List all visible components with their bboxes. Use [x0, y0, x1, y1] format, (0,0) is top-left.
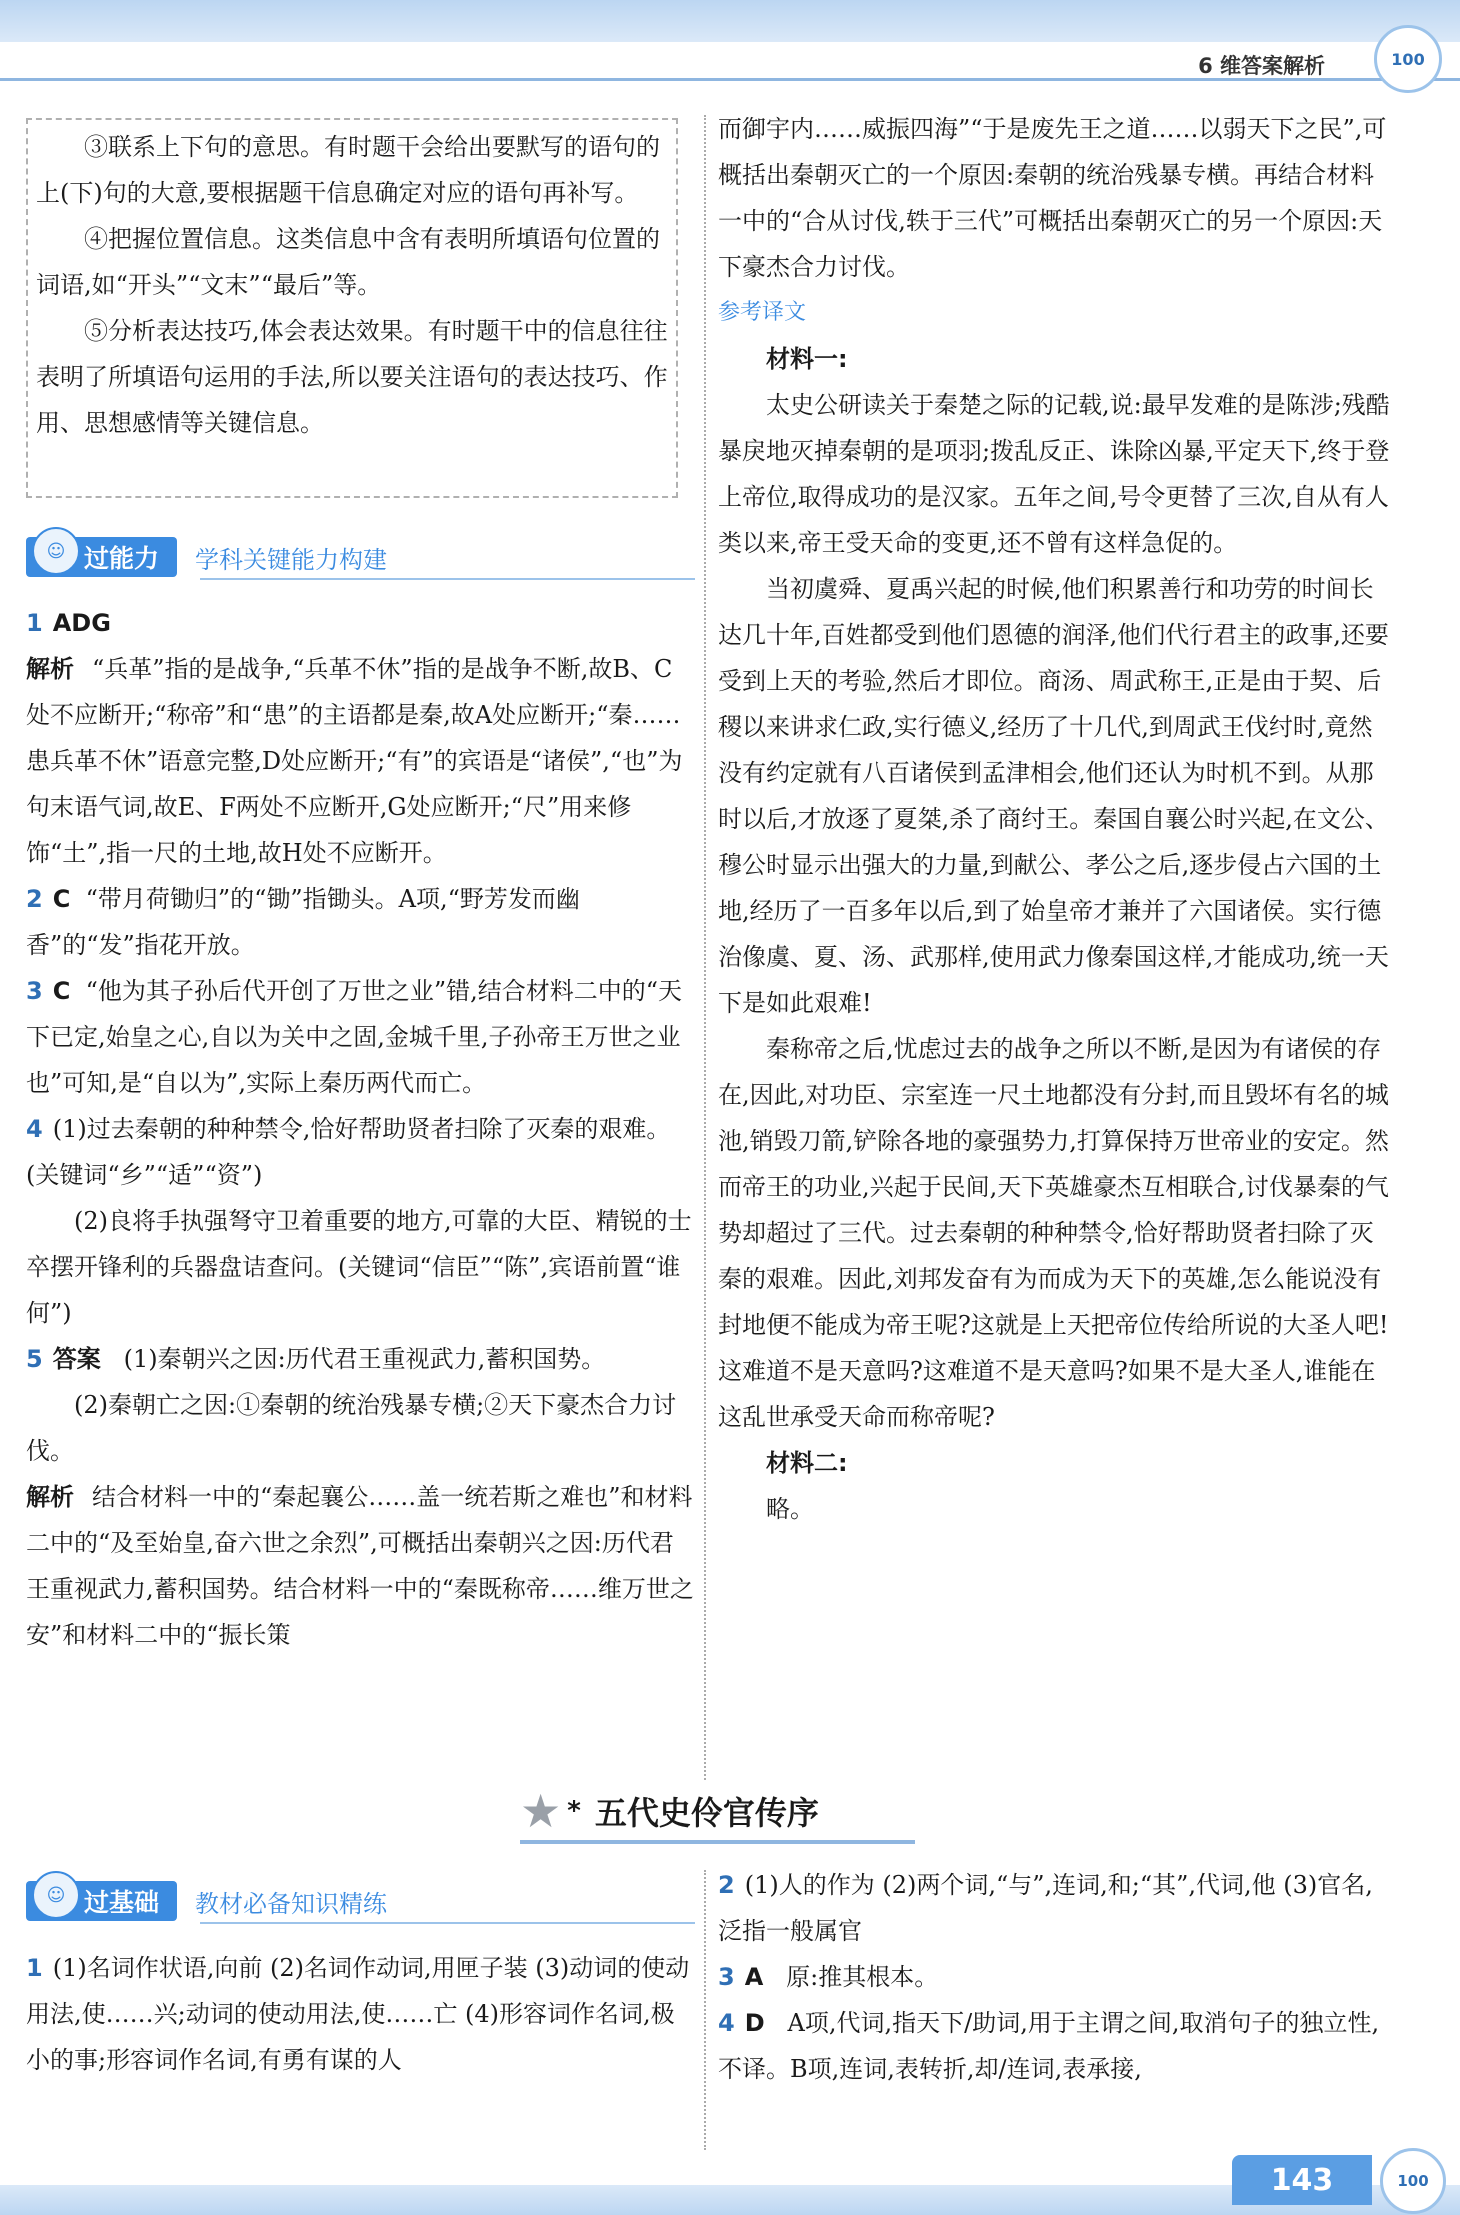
mascot-icon: ☺	[32, 527, 80, 575]
basics-answer-2: 2 (1)人的作为 (2)两个词,“与”,连词,和;“其”,代词,他 (3)官名,泛指一般属官	[718, 1871, 1373, 1945]
section-tag: 过能力	[84, 544, 160, 573]
page-number: 143	[1232, 2155, 1372, 2205]
material-2-text: 略。	[766, 1495, 814, 1523]
material-1-paragraph: 秦称帝之后,忧虑过去的战争之所以不断,是因为有诸侯的存在,因此,对功臣、宗室连一尺土地都没有分封,而且毁坏有名的城池,销毁刀箭,铲除各地的豪强势力,打算保持万世帝业的安定。然而帝王的功业,兴起于民间,天下英雄豪杰互相联合,讨伐暴秦的气势却超过了三代。过去秦朝的种种禁令,恰好帮助贤者扫除了灭秦的艰难。因此,刘邦发奋有为而成为天下的英雄,怎么能说没有封地便不能成为帝王呢?这就是上天把帝位传给所说的大圣人吧!这难道不是天意吗?这难道不是天意吗?如果不是大圣人,谁能在这乱世承受天命而称帝呢?	[718, 1035, 1389, 1431]
answer-4: 4 (1)过去秦朝的种种禁令,恰好帮助贤者扫除了灭秦的艰难。(关键词“乡”“适”“资”)	[26, 1115, 671, 1189]
material-1-paragraph: 太史公研读关于秦楚之际的记载,说:最早发难的是陈涉;残酷暴戾地灭掉秦朝的是项羽;拨乱反正、诛除凶暴,平定天下,终于登上帝位,取得成功的是汉家。五年之间,号令更替了三次,自从有人类以来,帝王受天命的变更,还不曾有这样急促的。	[718, 391, 1390, 557]
material-1-label: 材料一:	[766, 345, 848, 373]
analysis-1: 解析 “兵革”指的是战争,“兵革不休”指的是战争不断,故B、C处不应断开;“称帝”和“患”的主语都是秦,故A处应断开;“秦……患兵革不休”语意完整,D处应断开;“有”的宾语是“诸侯”,“也”为句末语气词,故E、F两处不应断开,G处应断开;“尺”用来修饰“土”,指一尺的土地,故H处不应断开。	[26, 655, 683, 867]
column-divider	[704, 1870, 706, 2150]
page-header: 6 维答案解析	[1198, 54, 1325, 78]
material-1-paragraph: 当初虞舜、夏禹兴起的时候,他们积累善行和功劳的时间长达几十年,百姓都受到他们恩德的润泽,他们代行君主的政事,还要受到上天的考验,然后才即位。商汤、周武称王,正是由于契、后稷以来讲求仁政,实行德义,经历了十几代,到周武王伐纣时,竟然没有约定就有八百诸侯到孟津相会,他们还认为时机不到。从那时以后,才放逐了夏桀,杀了商纣王。秦国自襄公时兴起,在文公、穆公时显示出强大的力量,到献公、孝公之后,逐步侵占六国的土地,经历了一百多年以后,到了始皇帝才兼并了六国诸侯。实行德治像虞、夏、汤、武那样,使用武力像秦国这样,才能成功,统一天下是如此艰难!	[718, 575, 1389, 1017]
optional-mark: *	[567, 1796, 581, 1826]
section-subtitle: 教材必备知识精练	[195, 1889, 388, 1918]
section-header-basics	[26, 1878, 387, 1924]
basics-right	[718, 1862, 1390, 2092]
basics-left	[26, 1945, 696, 2083]
tip-item: ⑤分析表达技巧,体会表达效果。有时题干中的信息往往表明了所填语句运用的手法,所以要关注语句的表达技巧、作用、思想感情等关键信息。	[36, 317, 668, 437]
section-subtitle: 学科关键能力构建	[195, 545, 388, 574]
brand-logo-icon: 100	[1380, 2148, 1446, 2214]
answer-1: 1 ADG	[26, 609, 111, 637]
basics-answer-4: 4 D A项,代词,指天下/助词,用于主谓之间,取消句子的独立性,不译。B项,连词,表转折,却/连词,表承接,	[718, 2009, 1380, 2083]
tip-item: ④把握位置信息。这类信息中含有表明所填语句位置的词语,如“开头”“文末”“最后”等。	[36, 225, 660, 299]
brand-logo-icon: 100	[1374, 25, 1442, 93]
tip-item: ③联系上下句的意思。有时题干会给出要默写的语句的上(下)句的大意,要根据题干信息确定对应的语句再补写。	[36, 133, 660, 207]
basics-answer-3: 3 A 原:推其根本。	[718, 1963, 939, 1991]
tips-box	[26, 118, 678, 498]
section-header-ability	[26, 534, 387, 580]
analysis-5: 解析 结合材料一中的“秦起襄公……盖一统若斯之难也”和材料二中的“及至始皇,奋六世之余烈”,可概括出秦朝兴之因:历代君王重视武力,蓄积国势。结合材料一中的“秦既称帝……维万世之安”和材料二中的“振长策	[26, 1483, 694, 1649]
chapter-rule	[520, 1840, 915, 1844]
left-answers	[26, 600, 696, 1658]
answer-3: 3 C “他为其子孙后代开创了万世之业”错,结合材料二中的“天下已定,始皇之心,自以为关中之固,金城千里,子孙帝王万世之业也”可知,是“自以为”,实际上秦历两代而亡。	[26, 977, 683, 1097]
section-rule	[200, 1922, 695, 1924]
top-band	[0, 0, 1460, 42]
material-2-label: 材料二:	[766, 1449, 848, 1477]
chapter-heading	[520, 1783, 950, 1839]
answer-5-part2: (2)秦朝亡之因:①秦朝的统治残暴专横;②天下豪杰合力讨伐。	[26, 1391, 677, 1465]
column-divider	[704, 115, 706, 1780]
mascot-icon: ☺	[32, 1871, 80, 1919]
star-icon: ★	[520, 1784, 562, 1838]
answer-2: 2 C “带月荷锄归”的“锄”指锄头。A项,“野芳发而幽香”的“发”指花开放。	[26, 885, 580, 959]
chapter-title: 五代史伶官传序	[594, 1794, 819, 1832]
reference-translation-label: 参考译文	[718, 300, 807, 325]
answer-5: 5 答案 (1)秦朝兴之因:历代君王重视武力,蓄积国势。	[26, 1345, 606, 1373]
right-translation	[718, 106, 1390, 1532]
answer-4-part2: (2)良将手执强弩守卫着重要的地方,可靠的大臣、精锐的士卒摆开锋利的兵器盘诘查问。(关键词“信臣”“陈”,宾语前置“谁何”)	[26, 1207, 692, 1327]
section-tag: 过基础	[84, 1888, 160, 1917]
analysis-continued: 而御宇内……威振四海”“于是废先王之道……以弱天下之民”,可概括出秦朝灭亡的一个原因:秦朝的统治残暴专横。再结合材料一中的“合从讨伐,轶于三代”可概括出秦朝灭亡的另一个原因:天下豪杰合力讨伐。	[718, 115, 1387, 281]
basics-answer-1: 1 (1)名词作状语,向前 (2)名词作动词,用匣子装 (3)动词的使动用法,使……兴;动词的使动用法,使……亡 (4)形容词作名词,极小的事;形容词作名词,有勇有谋的人	[26, 1954, 690, 2074]
section-rule	[200, 578, 695, 580]
